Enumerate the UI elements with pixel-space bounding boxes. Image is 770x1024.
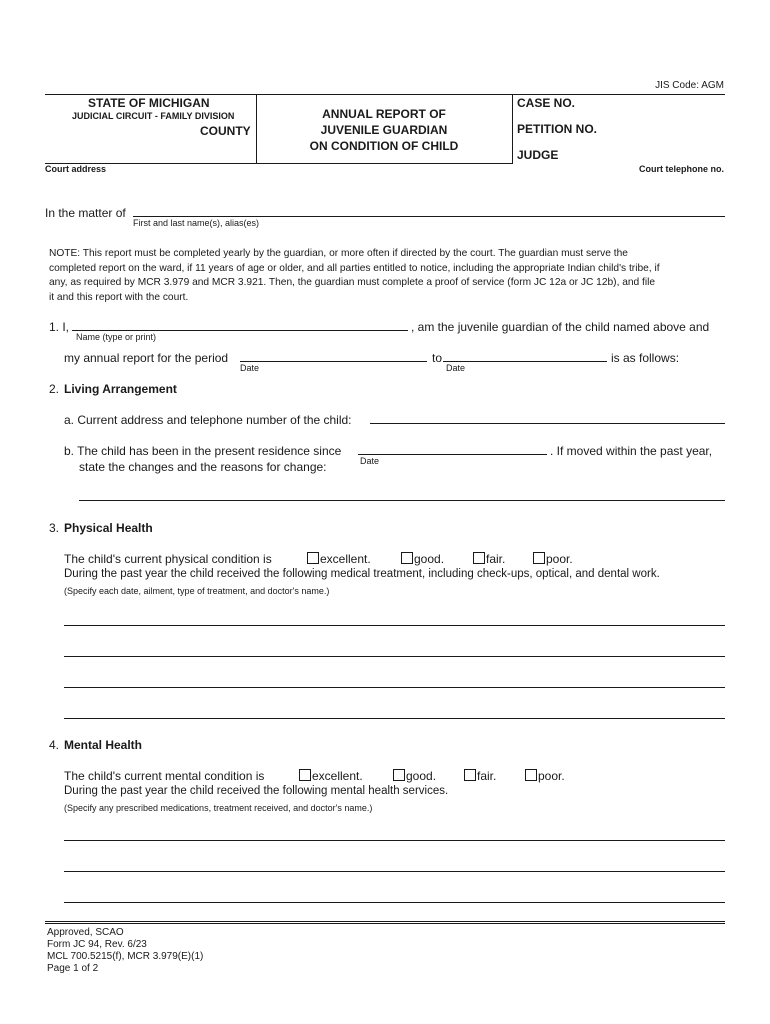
physical-excellent-checkbox[interactable] <box>307 552 319 564</box>
guardian-name-field[interactable] <box>72 318 408 331</box>
physical-good-label: good. <box>414 552 445 566</box>
physical-fair-label: fair. <box>486 552 506 566</box>
case-no-label: CASE NO. <box>517 96 576 110</box>
date-caption-end: Date <box>446 363 466 373</box>
mental-field-line[interactable] <box>64 840 725 841</box>
court-address-label: Court address <box>45 164 107 174</box>
mental-fair-label: fair. <box>477 769 497 783</box>
period-to: to <box>432 351 443 365</box>
medical-field-line[interactable] <box>64 718 725 719</box>
medical-field-line[interactable] <box>64 687 725 688</box>
physical-excellent-label: excellent. <box>320 552 371 566</box>
form-title-line-3: ON CONDITION OF CHILD <box>309 139 459 153</box>
physical-poor-label: poor. <box>546 552 573 566</box>
matter-name-field[interactable] <box>133 204 725 217</box>
item2b-moved: . If moved within the past year, <box>550 444 713 458</box>
physical-condition-label: The child's current physical condition is <box>64 552 272 566</box>
item4-heading: Mental Health <box>64 738 143 752</box>
header-top-rule <box>45 94 725 95</box>
footer-form-number: Form JC 94, Rev. 6/23 <box>47 939 147 950</box>
mental-field-line[interactable] <box>64 902 725 903</box>
note-line: NOTE: This report must be completed yearly by the guardian, or more often if directed by the court. The guardian must serve the <box>49 248 628 259</box>
item1-suffix: , am the juvenile guardian of the child named above and <box>411 320 710 334</box>
form-title-line-2: JUVENILE GUARDIAN <box>320 123 448 137</box>
jis-code: JIS Code: AGM <box>655 80 724 91</box>
note-line: it and this report with the court. <box>49 291 189 303</box>
mental-field-line[interactable] <box>64 871 725 872</box>
item4-number: 4. <box>49 738 60 752</box>
footer-page-number: Page 1 of 2 <box>47 963 99 974</box>
physical-fair-checkbox[interactable] <box>473 552 485 564</box>
form-title-line-1: ANNUAL REPORT OF <box>322 107 446 121</box>
matter-caption: First and last name(s), alias(es) <box>133 218 260 228</box>
mental-excellent-label: excellent. <box>312 769 363 783</box>
period-label: my annual report for the period <box>64 351 229 365</box>
item2-number: 2. <box>49 382 60 396</box>
footer-rule <box>45 921 725 922</box>
residence-date-caption: Date <box>360 456 380 466</box>
county-label: COUNTY <box>200 124 251 138</box>
item2b-changes-label: state the changes and the reasons for change: <box>79 460 327 474</box>
division-title: JUDICIAL CIRCUIT - FAMILY DIVISION <box>72 111 235 121</box>
physical-poor-checkbox[interactable] <box>533 552 545 564</box>
note-line: completed report on the ward, if 11 years of age or older, and all parties entitled to notice, including the appropriate Indian child's tribe, if <box>49 262 660 274</box>
child-address-field[interactable] <box>370 411 725 424</box>
mental-good-checkbox[interactable] <box>393 769 405 781</box>
physical-good-checkbox[interactable] <box>401 552 413 564</box>
mental-poor-label: poor. <box>538 769 565 783</box>
mental-instructions: (Specify any prescribed medications, treatment received, and doctor's name.) <box>64 803 373 813</box>
item2a-label: a. Current address and telephone number of the child: <box>64 413 352 427</box>
date-caption-start: Date <box>240 363 260 373</box>
changes-field[interactable] <box>79 500 725 501</box>
footer-approved: Approved, SCAO <box>47 927 124 938</box>
medical-field-line[interactable] <box>64 625 725 626</box>
header-bottom-rule <box>45 163 513 164</box>
matter-label: In the matter of <box>45 206 126 220</box>
petition-no-label: PETITION NO. <box>517 122 598 136</box>
period-start-field[interactable] <box>240 349 427 362</box>
medical-treatment-line: During the past year the child received the following medical treatment, including check-ups, optical, and dental work. <box>64 568 660 580</box>
item1-prefix: 1. I, <box>49 320 70 334</box>
judge-label: JUDGE <box>517 148 559 162</box>
footer-statutes: MCL 700.5215(f), MCR 3.979(E)(1) <box>47 951 204 962</box>
mental-fair-checkbox[interactable] <box>464 769 476 781</box>
court-telephone-label: Court telephone no. <box>639 164 724 174</box>
name-caption: Name (type or print) <box>76 332 157 342</box>
medical-field-line[interactable] <box>64 656 725 657</box>
period-follows: is as follows: <box>611 351 680 365</box>
period-end-field[interactable] <box>443 349 607 362</box>
medical-instructions: (Specify each date, ailment, type of treatment, and doctor's name.) <box>64 586 330 596</box>
mental-good-label: good. <box>406 769 437 783</box>
footer-rule-2 <box>45 923 725 924</box>
note-line: any, as required by MCR 3.979 and MCR 3.921. Then, the guardian must complete a proof of service (form JC 12a or JC 12b), and file <box>49 277 656 289</box>
state-title: STATE OF MICHIGAN <box>88 96 210 110</box>
item3-heading: Physical Health <box>64 521 153 535</box>
note-paragraph <box>49 247 725 305</box>
mental-poor-checkbox[interactable] <box>525 769 537 781</box>
residence-since-field[interactable] <box>358 442 547 455</box>
item2b-label: b. The child has been in the present residence since <box>64 444 342 458</box>
mental-services-line: During the past year the child received the following mental health services. <box>64 785 449 797</box>
item2-heading: Living Arrangement <box>64 382 177 396</box>
mental-condition-label: The child's current mental condition is <box>64 769 265 783</box>
mental-excellent-checkbox[interactable] <box>299 769 311 781</box>
item3-number: 3. <box>49 521 60 535</box>
header-divider-right <box>512 94 513 163</box>
